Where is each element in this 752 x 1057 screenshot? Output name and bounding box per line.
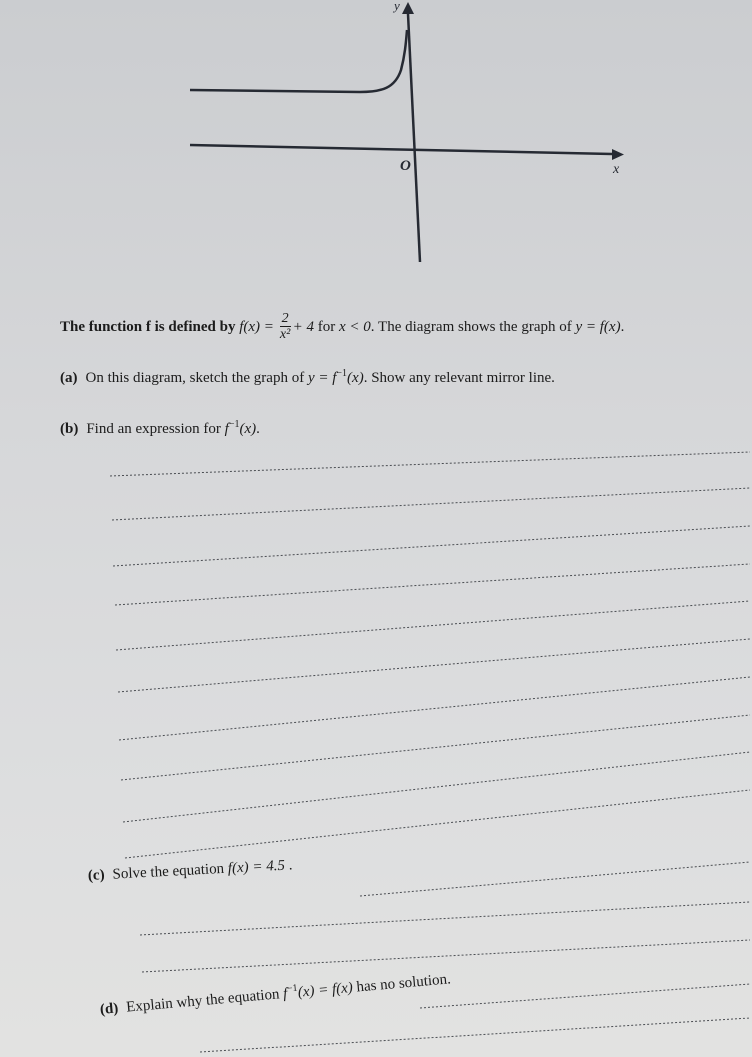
part-b-end: . [256,421,260,437]
part-c-eq: f(x) = 4.5 [227,857,286,877]
answer-line [121,715,750,780]
y-axis-label: y [394,0,400,13]
answer-line [115,564,750,605]
part-a-sup: −1 [336,368,348,379]
answer-line [116,601,750,650]
answer-line [140,902,750,935]
part-b-sup: −1 [228,419,240,430]
part-b-label: (b) [60,421,79,437]
answer-line [200,1018,750,1052]
fraction-denominator: x² [279,327,291,342]
part-b-text-1: Find an expression for [86,421,225,437]
answer-line [113,526,750,566]
part-a-eq: y = f [307,370,337,386]
intro-text-2: for [314,318,340,335]
answer-line [125,790,750,858]
answer-line [123,752,750,822]
fraction-numerator: 2 [281,311,289,326]
part-a-eq-end: (x) [347,370,364,386]
part-d-sup: −1 [286,982,298,995]
part-d-text-2: has no solution. [352,971,452,996]
intro-condition: x < 0 [339,318,371,335]
intro-plus: + 4 [292,318,315,335]
part-b-eq: f [224,421,229,437]
part-b-eq-end: (x) [239,421,257,437]
origin-label: O [400,158,411,174]
part-a-label: (a) [60,370,78,386]
intro-text-3: . The diagram shows the graph of [370,318,576,335]
part-d-text-1: Explain why the equation [125,986,284,1016]
x-axis-label: x [613,162,620,177]
part-c-label: (c) [87,867,106,884]
part-d-label: (d) [99,1000,120,1018]
part-c-text-1: Solve the equation [112,860,229,883]
part-d-eq: f [282,985,289,1002]
part-a-text-1: On this diagram, sketch the graph of [85,370,308,386]
answer-line [110,452,750,476]
answer-line [112,488,750,520]
answer-line [119,677,750,740]
part-d-eq-end: (x) = f(x) [297,979,354,1001]
answer-line [142,940,750,972]
part-c-end: . [284,857,293,874]
intro-fx: f(x) = [239,318,278,335]
intro-end: . [620,318,625,335]
answer-line [118,639,750,692]
part-a-text-2: . Show any relevant mirror line. [363,370,555,386]
answer-line [420,984,750,1008]
answer-line [360,862,750,896]
intro-text-1: The function f is defined by [60,318,240,335]
intro-equation: y = f(x) [575,318,621,335]
